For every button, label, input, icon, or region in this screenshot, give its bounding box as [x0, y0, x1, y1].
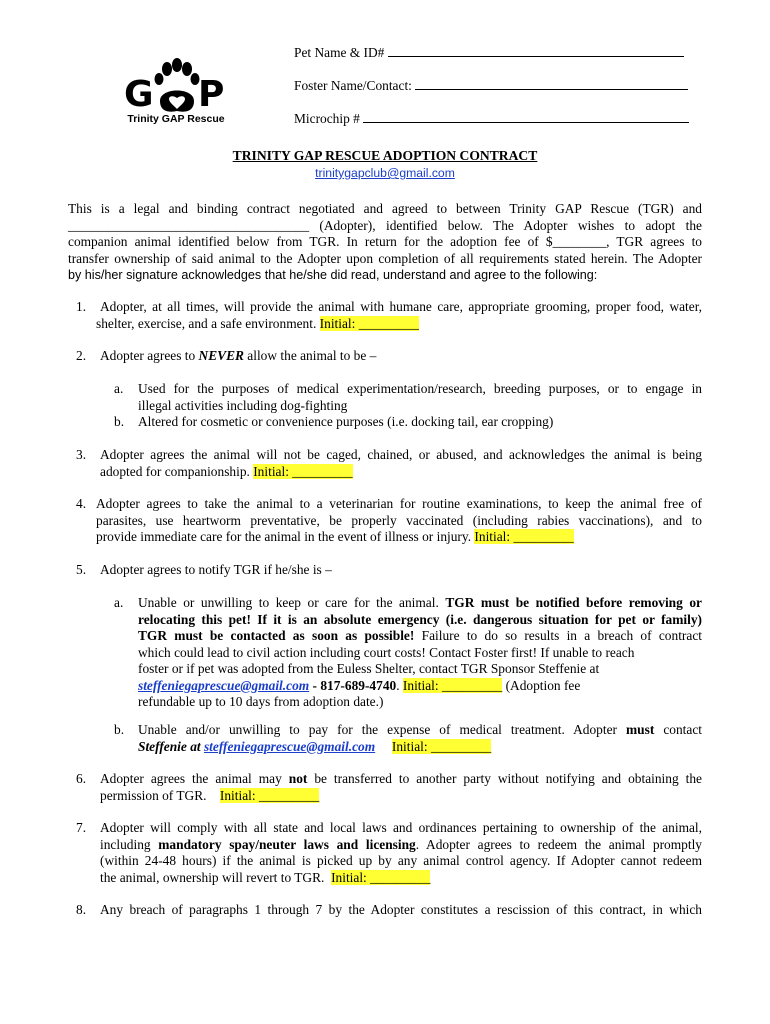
clause-4-initial-field[interactable]: Initial: _________ — [474, 529, 574, 544]
clause-5a-line-6 — [138, 678, 702, 695]
clause-7-bold: mandatory spay/neuter laws and licensing — [158, 836, 416, 852]
clause-2b-label: b. — [114, 414, 125, 429]
clause-7 — [76, 820, 703, 886]
steffenie-email-link-2[interactable]: steffeniegaprescue@gmail.com — [203, 738, 376, 754]
clause-5b — [114, 722, 702, 755]
clause-3 — [76, 447, 702, 480]
clause-4-number: 4. — [76, 496, 87, 511]
clause-5a-dot: . — [396, 677, 403, 693]
clause-5a-l1-bold: TGR must be notified before removing or — [445, 595, 702, 610]
clause-6-line-2-text: permission of TGR. — [100, 787, 220, 803]
clause-6-post: be transferred to another party without notifying and obtaining the — [307, 771, 702, 786]
microchip-blank[interactable] — [363, 110, 689, 123]
microchip-label: Microchip # — [294, 111, 364, 126]
clause-5a-l3-plain: Failure to do so results in a breach of contract — [414, 628, 702, 643]
contract-title: TRINITY GAP RESCUE ADOPTION CONTRACT — [232, 148, 538, 163]
clause-5a-l1-plain: Unable or unwilling to keep or care for the animal. — [138, 595, 446, 610]
foster-contact-label: Foster Name/Contact: — [294, 78, 416, 93]
clause-2 — [76, 348, 377, 365]
foster-contact-field[interactable] — [294, 77, 688, 95]
clause-7-line-4-text: the animal, ownership will revert to TGR. — [100, 869, 332, 885]
pet-name-field[interactable] — [294, 44, 684, 62]
steffenie-email-link-1[interactable]: steffeniegaprescue@gmail.com — [138, 677, 310, 693]
clause-8 — [76, 902, 702, 919]
clause-3-line-2-text: adopted for companionship. — [100, 463, 254, 479]
clause-5-line-1: Adopter agrees to notify TGR if he/she is – — [100, 562, 332, 577]
clause-2b-line-1: Altered for cosmetic or convenience purposes (i.e. docking tail, ear cropping) — [138, 414, 554, 429]
steffenie-phone: - 817-689-4740 — [309, 677, 397, 693]
clause-5b-line-2 — [138, 739, 702, 756]
clause-7-initial-field[interactable]: Initial: _________ — [331, 869, 431, 885]
clause-6-line-2 — [100, 788, 702, 805]
clause-8-line-1: Any breach of paragraphs 1 through 7 by the Adopter constitutes a rescission of this contract, in which — [100, 902, 702, 917]
clause-6-line-1 — [100, 771, 702, 788]
clause-5b-line-1 — [138, 722, 702, 739]
clause-2a-line-1: Used for the purposes of medical experimentation/research, breeding purposes, or to engage in — [138, 381, 702, 396]
clause-2a — [114, 381, 702, 414]
clause-7-post: . Adopter agrees to redeem the animal promptly — [415, 836, 703, 852]
clause-7-line-2 — [100, 837, 702, 854]
clause-5a-line-7: refundable up to 10 days from adoption date.) — [138, 694, 384, 709]
logo-letter-g: G — [124, 74, 154, 115]
clause-5b-l1-plain: Unable and/or unwilling to pay for the expense of medical treatment. Adopter — [138, 722, 627, 737]
clause-6-pre: Adopter agrees the animal may — [100, 771, 289, 786]
clause-5a-l2-bold: relocating this pet! If it is an absolute emergency (i.e. dangerous situation for pet or family) — [138, 611, 702, 627]
clause-1-initial-field[interactable]: Initial: _________ — [319, 315, 419, 331]
clause-4-line-2: parasites, use heartworm preventative, be properly vaccinated (including rabies vaccinations), and to — [96, 512, 702, 528]
adopter-name-blank[interactable]: ____________________________________ — [68, 217, 310, 233]
clause-2-never: NEVER — [198, 348, 244, 363]
clause-3-number: 3. — [76, 447, 87, 462]
clause-5a-l3-bold: TGR must be contacted as soon as possible! — [138, 628, 415, 643]
clause-5-number: 5. — [76, 562, 87, 577]
clause-2-number: 2. — [76, 348, 87, 363]
contact-email-link[interactable]: trinitygapclub@gmail.com — [315, 166, 455, 180]
clause-2-post: allow the animal to be – — [243, 348, 377, 363]
logo-caption: Trinity GAP Rescue — [127, 113, 225, 125]
intro-line-1: This is a legal and binding contract negotiated and agreed to between Trinity GAP Rescue (TGR) and — [68, 201, 702, 216]
clause-5a-label: a. — [114, 595, 124, 610]
foster-contact-blank[interactable] — [415, 77, 688, 90]
clause-5a — [114, 595, 702, 711]
pet-name-label: Pet Name & ID# — [294, 45, 388, 60]
clause-1-number: 1. — [76, 299, 87, 314]
clause-3-line-1: Adopter agrees the animal will not be caged, chained, or abused, and acknowledges the animal is being — [100, 447, 702, 462]
clause-2a-line-2: illegal activities including dog-fighting — [138, 397, 348, 413]
microchip-field[interactable] — [294, 110, 689, 128]
intro-line-3: companion animal identified below from TGR. In return for the adoption fee of $________, TGR agrees to — [68, 234, 702, 249]
clause-4-line-1: Adopter agrees to take the animal to a veterinarian for routine examinations, to keep the animal free of — [96, 496, 702, 511]
clause-5a-initial-field[interactable]: Initial: _________ — [402, 677, 503, 693]
intro-line-4: transfer ownership of said animal to the Adopter upon completion of all requirements stated herein. The Adopter — [68, 250, 702, 266]
clause-5b-initial-field[interactable]: Initial: _________ — [391, 738, 492, 754]
clause-5a-line-1 — [138, 595, 702, 612]
clause-6 — [76, 771, 702, 804]
clause-7-line-4 — [100, 870, 702, 887]
intro-line-5: by his/her signature acknowledges that he/she did read, understand and agree to the following: — [68, 268, 598, 282]
trinity-gap-logo — [120, 57, 232, 129]
clause-6-initial-field[interactable]: Initial: _________ — [219, 787, 320, 803]
clause-1-line-1: Adopter, at all times, will provide the animal with humane care, appropriate grooming, proper food, water, — [100, 299, 702, 314]
pet-name-blank[interactable] — [388, 44, 684, 57]
clause-6-not: not — [288, 771, 308, 786]
clause-5a-line-3 — [138, 628, 702, 645]
clause-5b-steffenie: Steffenie at — [138, 738, 204, 754]
clause-2b — [114, 414, 702, 431]
intro-line-2 — [68, 218, 702, 235]
clause-2-pre: Adopter agrees to — [100, 348, 199, 363]
clause-3-initial-field[interactable]: Initial: _________ — [253, 463, 353, 479]
clause-8-number: 8. — [76, 902, 87, 917]
clause-5a-line-2 — [138, 612, 702, 629]
clause-4 — [76, 496, 702, 546]
clause-3-line-2 — [100, 464, 702, 481]
clause-1 — [76, 299, 702, 332]
intro-paragraph — [68, 201, 702, 284]
clause-5a-line-5: foster or if pet was adopted from the Euless Shelter, contact TGR Sponsor Steffenie at — [138, 661, 600, 676]
clause-5b-must: must — [626, 722, 655, 737]
clause-5b-label: b. — [114, 722, 125, 737]
clause-7-line-1: Adopter will comply with all state and local laws and ordinances pertaining to ownership of the animal, — [100, 820, 702, 835]
clause-5b-l1-tail: contact — [654, 722, 702, 737]
clause-1-line-2 — [96, 316, 702, 333]
clause-5a-line-4: which could lead to civil action including court costs! Contact Foster first! If unable to reach — [138, 644, 635, 660]
clause-7-line-3: (within 24-48 hours) if the animal is picked up by any animal control agency. If Adopter cannot redeem — [100, 853, 702, 868]
clause-6-number: 6. — [76, 771, 87, 786]
intro-line-2-text: (Adopter), identified below. The Adopter wishes to adopt the — [309, 217, 702, 233]
logo-letter-p: P — [198, 74, 225, 115]
clause-2a-label: a. — [114, 381, 124, 396]
clause-5a-fee-text: (Adoption fee — [502, 677, 581, 693]
clause-7-pre: including — [100, 836, 159, 852]
clause-4-line-3 — [96, 529, 702, 546]
clause-1-line-2-text: shelter, exercise, and a safe environment. — [96, 315, 320, 331]
clause-2-line-1 — [100, 348, 376, 365]
clause-7-number: 7. — [76, 820, 87, 835]
clause-4-line-3-text: provide immediate care for the animal in the event of illness or injury. — [96, 529, 475, 544]
clause-5 — [76, 562, 332, 579]
